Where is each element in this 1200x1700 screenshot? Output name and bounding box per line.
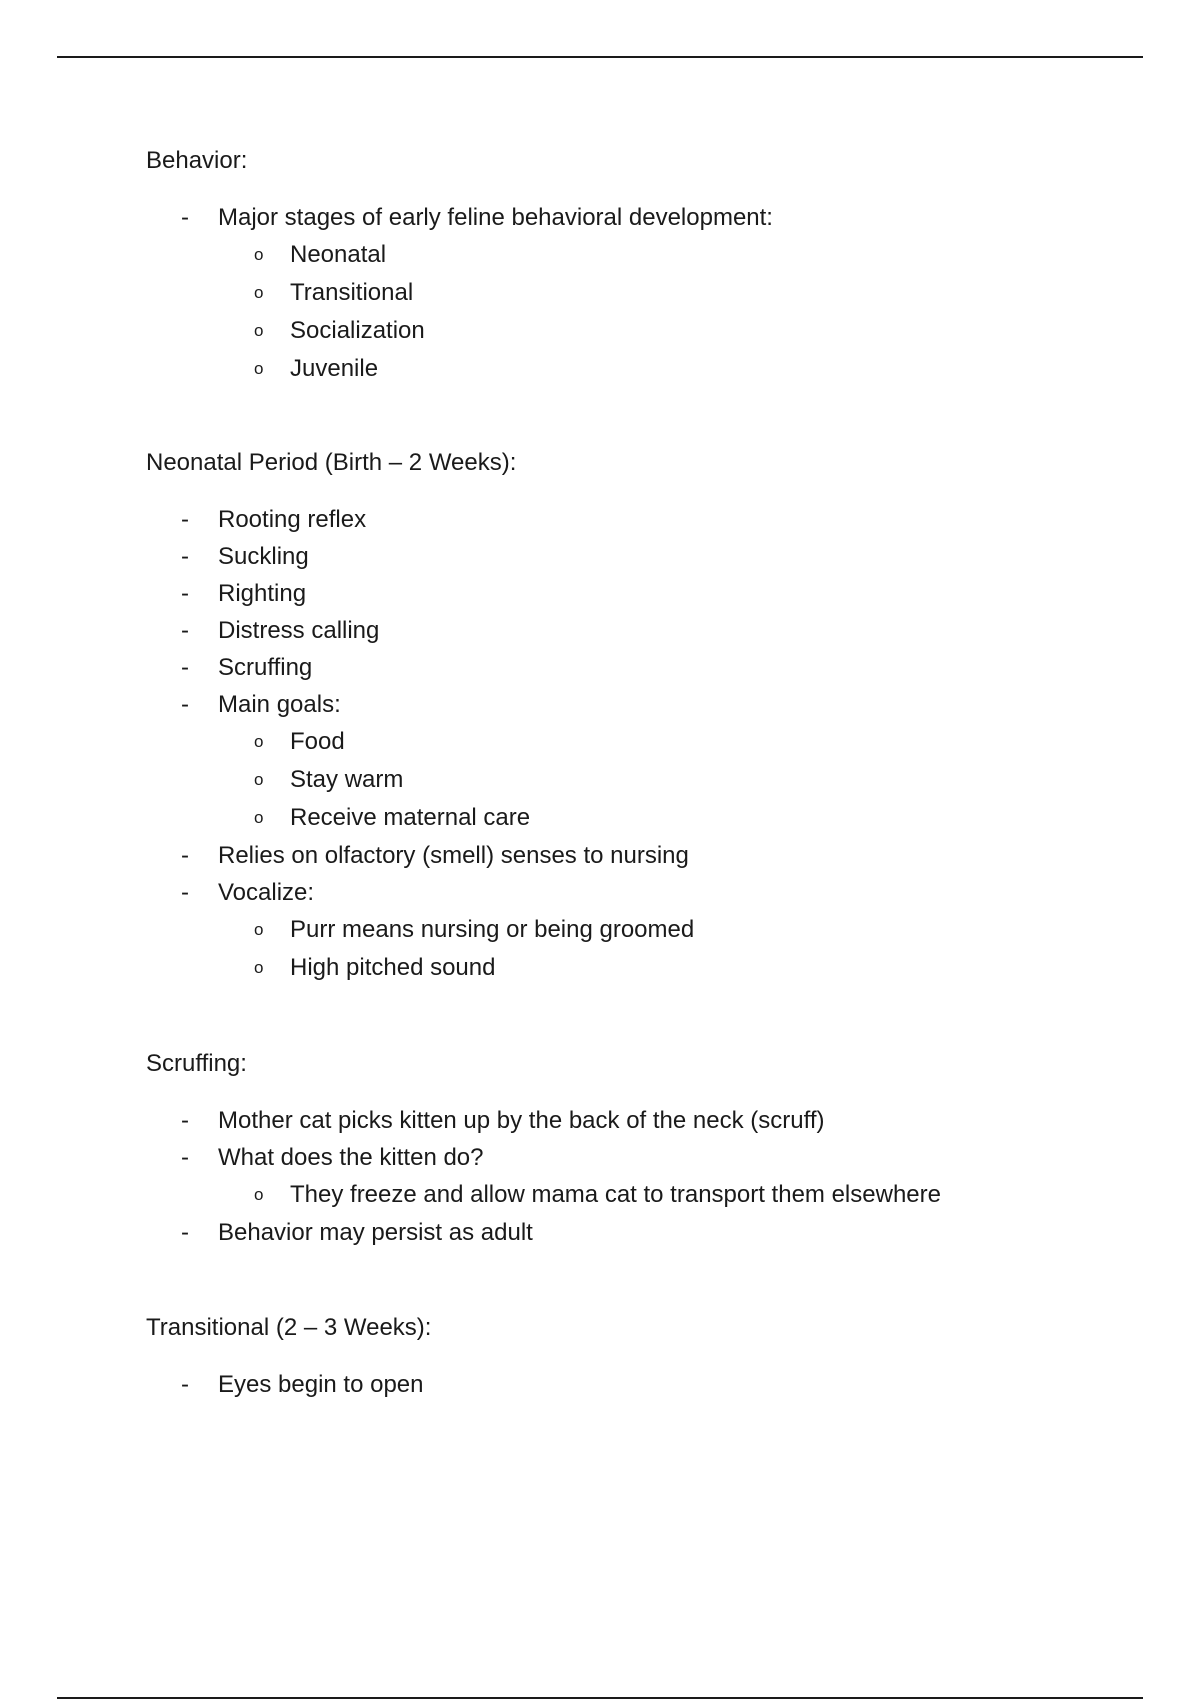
list-item [146,538,1146,575]
dash-bullet-icon: - [181,204,189,231]
sub-bullet-list [218,236,1146,388]
circle-bullet-icon: o [254,808,264,827]
dash-bullet-icon: - [181,842,189,869]
sub-list-item [218,761,1146,799]
dash-bullet-icon: - [181,580,189,607]
list-item-text: Eyes begin to open [218,1371,424,1398]
circle-bullet-icon: o [254,958,264,977]
list-item-text: Suckling [218,543,309,570]
dash-bullet-icon: - [181,691,189,718]
list-item-text: Scruffing [218,654,313,681]
list-item-text: Distress calling [218,617,380,644]
list-item [146,199,1146,388]
sub-list-item [218,312,1146,350]
list-item-text: Righting [218,580,307,607]
list-item [146,501,1146,538]
bullet-list [146,1366,1146,1403]
sub-list-item-text: Receive maternal care [290,804,531,831]
sub-list-item [218,1176,1146,1214]
sub-list-item [218,236,1146,274]
list-item-text: Behavior may persist as adult [218,1219,533,1246]
list-item [146,1366,1146,1403]
list-item-text: Vocalize: [218,879,315,906]
list-item [146,1102,1146,1139]
bullet-list [146,501,1146,987]
dash-bullet-icon: - [181,654,189,681]
circle-bullet-icon: o [254,732,264,751]
dash-bullet-icon: - [181,1144,189,1171]
section-heading: Transitional (2 – 3 Weeks): [146,1314,432,1341]
sub-list-item-text: Stay warm [290,766,404,793]
list-item-text: Mother cat picks kitten up by the back of the neck (scruff) [218,1107,825,1134]
sub-list-item [218,723,1146,761]
dash-bullet-icon: - [181,617,189,644]
bullet-list [146,1102,1146,1251]
circle-bullet-icon: o [254,321,264,340]
sub-list-item [218,949,1146,987]
section-neonatal-period [146,448,1146,987]
sub-list-item [218,911,1146,949]
dash-bullet-icon: - [181,879,189,906]
section-heading: Neonatal Period (Birth – 2 Weeks): [146,449,517,476]
list-item-text: Main goals: [218,691,341,718]
sub-list-item-text: Neonatal [290,241,387,268]
list-item [146,686,1146,837]
circle-bullet-icon: o [254,920,264,939]
sub-bullet-list [218,911,1146,987]
sub-list-item [218,799,1146,837]
list-item [146,1214,1146,1251]
section-scruffing [146,1049,1146,1251]
circle-bullet-icon: o [254,770,264,789]
section-heading: Scruffing: [146,1050,247,1077]
circle-bullet-icon: o [254,283,264,302]
list-item-text: Rooting reflex [218,506,367,533]
sub-list-item-text: Transitional [290,279,414,306]
dash-bullet-icon: - [181,506,189,533]
sub-list-item [218,274,1146,312]
bullet-list [146,199,1146,388]
dash-bullet-icon: - [181,1107,189,1134]
circle-bullet-icon: o [254,1185,264,1204]
list-item [146,649,1146,686]
circle-bullet-icon: o [254,359,264,378]
section-behavior [146,146,1146,388]
sub-list-item-text: High pitched sound [290,954,496,981]
circle-bullet-icon: o [254,245,264,264]
footer-rule [57,1697,1143,1699]
section-transitional [146,1313,1146,1403]
sub-list-item-text: Food [290,728,345,755]
sub-list-item-text: They freeze and allow mama cat to transport them elsewhere [290,1181,941,1208]
dash-bullet-icon: - [181,1219,189,1246]
sub-list-item-text: Purr means nursing or being groomed [290,916,695,943]
sub-bullet-list [218,1176,1146,1214]
list-item [146,575,1146,612]
list-item-text: Major stages of early feline behavioral development: [218,204,773,231]
dash-bullet-icon: - [181,543,189,570]
list-item-text: What does the kitten do? [218,1144,484,1171]
list-item [146,837,1146,874]
sub-list-item-text: Socialization [290,317,425,344]
document-body [146,146,1146,1403]
sub-list-item-text: Juvenile [290,355,379,382]
list-item [146,612,1146,649]
dash-bullet-icon: - [181,1371,189,1398]
sub-list-item [218,350,1146,388]
list-item-text: Relies on olfactory (smell) senses to nursing [218,842,689,869]
header-rule [57,56,1143,58]
list-item [146,874,1146,987]
sub-bullet-list [218,723,1146,837]
section-heading: Behavior: [146,147,248,174]
list-item [146,1139,1146,1214]
